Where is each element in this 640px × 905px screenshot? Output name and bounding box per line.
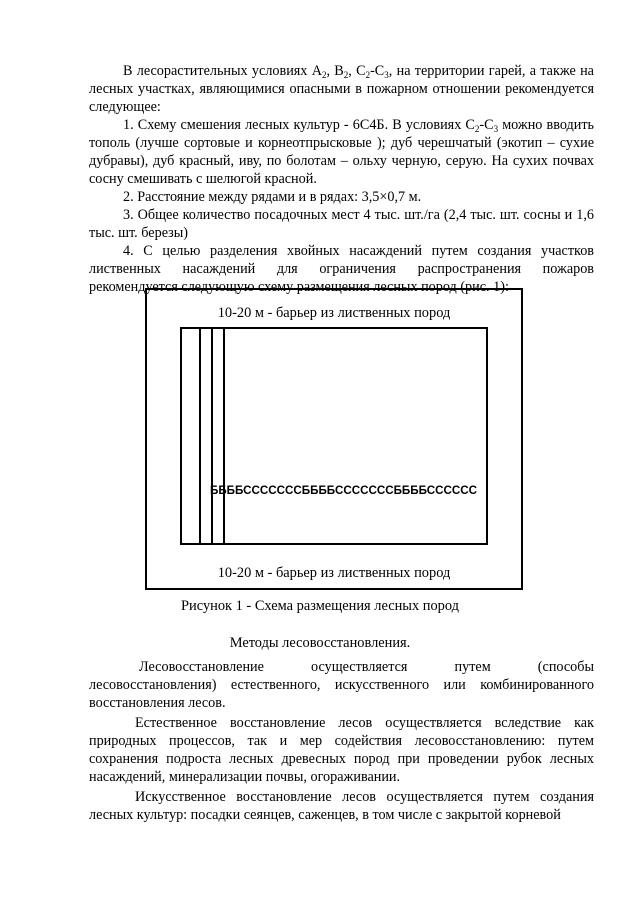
paragraph-reforestation: Лесовосстановление осуществляется путем (способы лесовосстановления) естественного, искусственного или комбинированного восстановления лесов.: [89, 659, 594, 711]
row-line: [211, 329, 213, 543]
paragraph-artificial: Искусственное восстановление лесов осуществляется путем создания лесных культур: посадки сеянцев, саженцев, в том числе с закрытой корневой: [89, 789, 594, 823]
list-item-1: 1. Схему смешения лесных культур - 6С4Б. В условиях $С_2-С_3$ можно вводить тополь (лучше сортовые и корнеотпрысковые ); дуб черешчатый (экотип – сухие дубравы), дуб красный, иву, по болотам – ольху черную, серую. На сухих почвах сосну смешивать с шелюгой красной.: [89, 117, 594, 187]
paragraph-natural: Естественное восстановление лесов осуществляется вследствие как природных процессов, так и мер содействия лесовосстановлению: путем сохранения подроста лесных древесных пород при проведении рубок лесных насаждений, минерализации почвы, огораживании.: [89, 715, 594, 785]
barrier-label-top: 10-20 м - барьер из лиственных пород: [217, 305, 451, 321]
list-item-4: 4. С целью разделения хвойных насаждений путем создания участков лиственных насаждений для ограничения распространения пожаров рекомендуется следующую схему размещения лесных пород (рис. 1):: [89, 243, 594, 295]
conifer-plot-box: [180, 327, 488, 545]
barrier-label-bottom: 10-20 м - барьер из лиственных пород: [217, 565, 451, 581]
section-title: Методы лесовосстановления.: [229, 635, 411, 651]
row-line: [199, 329, 201, 543]
species-row-label: ББББСССССССББББСССССССББББСССССС: [210, 484, 477, 497]
text-block-top: [89, 62, 594, 296]
row-line: [223, 329, 225, 543]
paragraph-conditions: В лесорастительных условиях $А_2$, $В_2$, $С_2-С_3$, на территории гарей, а также на лесных участках, являющимися опасными в пожарном отношении рекомендуется следующее:: [89, 63, 594, 115]
list-item-3: 3. Общее количество посадочных мест 4 тыс. шт./га (2,4 тыс. шт. сосны и 1,6 тыс. шт. березы): [89, 207, 594, 241]
list-item-2: 2. Расстояние между рядами и в рядах: 3,5×0,7 м.: [123, 189, 422, 205]
figure-caption: Рисунок 1 - Схема размещения лесных пород: [181, 598, 459, 614]
text-block-bottom: [89, 658, 594, 824]
planting-scheme-figure: [145, 288, 523, 590]
